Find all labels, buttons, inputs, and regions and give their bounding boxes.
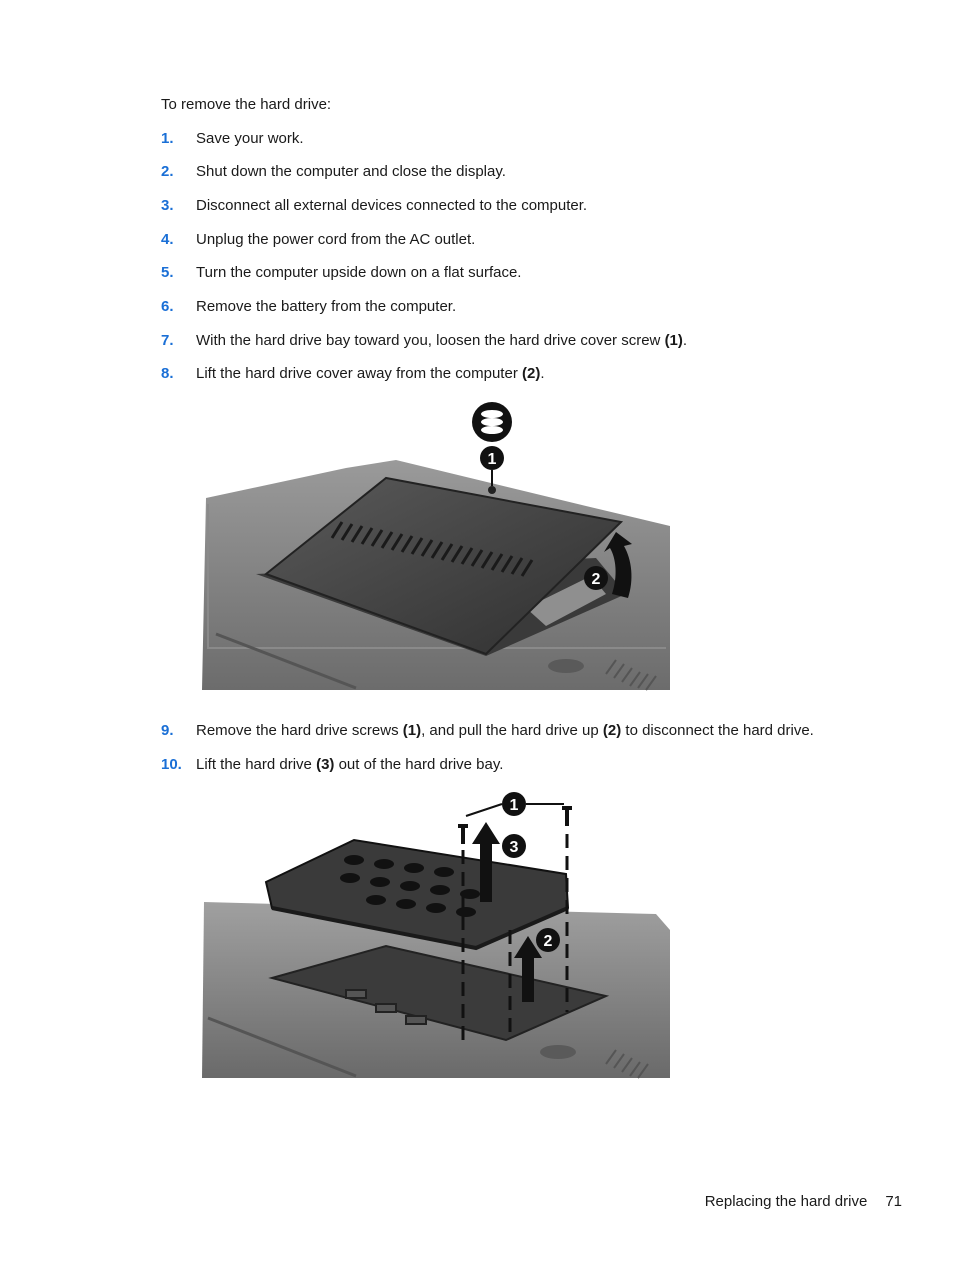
step-text: Turn the computer upside down on a flat surface. <box>196 264 522 281</box>
step-text: Unplug the power cord from the AC outlet. <box>196 231 476 248</box>
cover-screw <box>488 486 496 494</box>
step-number: 6. <box>161 298 174 315</box>
step-number: 8. <box>161 365 174 382</box>
step-number: 3. <box>161 197 174 214</box>
step-number: 9. <box>161 722 174 739</box>
svg-text:1: 1 <box>509 797 519 814</box>
step-text: Save your work. <box>196 130 304 147</box>
svg-text:2: 2 <box>591 571 601 588</box>
step-text: Remove the battery from the computer. <box>196 298 457 315</box>
callout-2 <box>536 928 560 952</box>
step-number: 2. <box>161 163 174 180</box>
hard-drive-removal-illustration <box>196 790 672 1082</box>
svg-text:3: 3 <box>509 839 519 856</box>
step-number: 7. <box>161 332 174 349</box>
step-text: Lift the hard drive (3) out of the hard drive bay. <box>196 756 504 773</box>
hard-drive-icon <box>472 402 512 442</box>
svg-text:1: 1 <box>487 451 497 468</box>
drive-screw-left <box>458 824 468 844</box>
svg-text:2: 2 <box>543 933 553 950</box>
intro-text: To remove the hard drive: <box>161 96 332 113</box>
page-footer <box>705 1193 902 1210</box>
callout-2 <box>584 566 608 590</box>
callout-1 <box>480 446 504 470</box>
callout-1 <box>466 792 564 816</box>
step-text: Disconnect all external devices connected to the computer. <box>196 197 588 214</box>
callout-3 <box>502 834 526 858</box>
step-number: 1. <box>161 130 174 147</box>
hard-drive-cover-illustration <box>196 398 672 698</box>
step-text: Shut down the computer and close the display. <box>196 163 506 180</box>
drive-screw-right <box>562 806 572 826</box>
step-text: Lift the hard drive cover away from the computer (2). <box>196 365 545 382</box>
step-text: With the hard drive bay toward you, loosen the hard drive cover screw (1). <box>196 332 688 349</box>
page-number: 71 <box>885 1193 902 1210</box>
step-text: Remove the hard drive screws (1), and pull the hard drive up (2) to disconnect the hard drive. <box>196 722 814 739</box>
step-number: 10. <box>161 756 182 773</box>
step-number: 5. <box>161 264 174 281</box>
footer-section-title: Replacing the hard drive <box>704 1193 868 1210</box>
step-number: 4. <box>161 231 174 248</box>
